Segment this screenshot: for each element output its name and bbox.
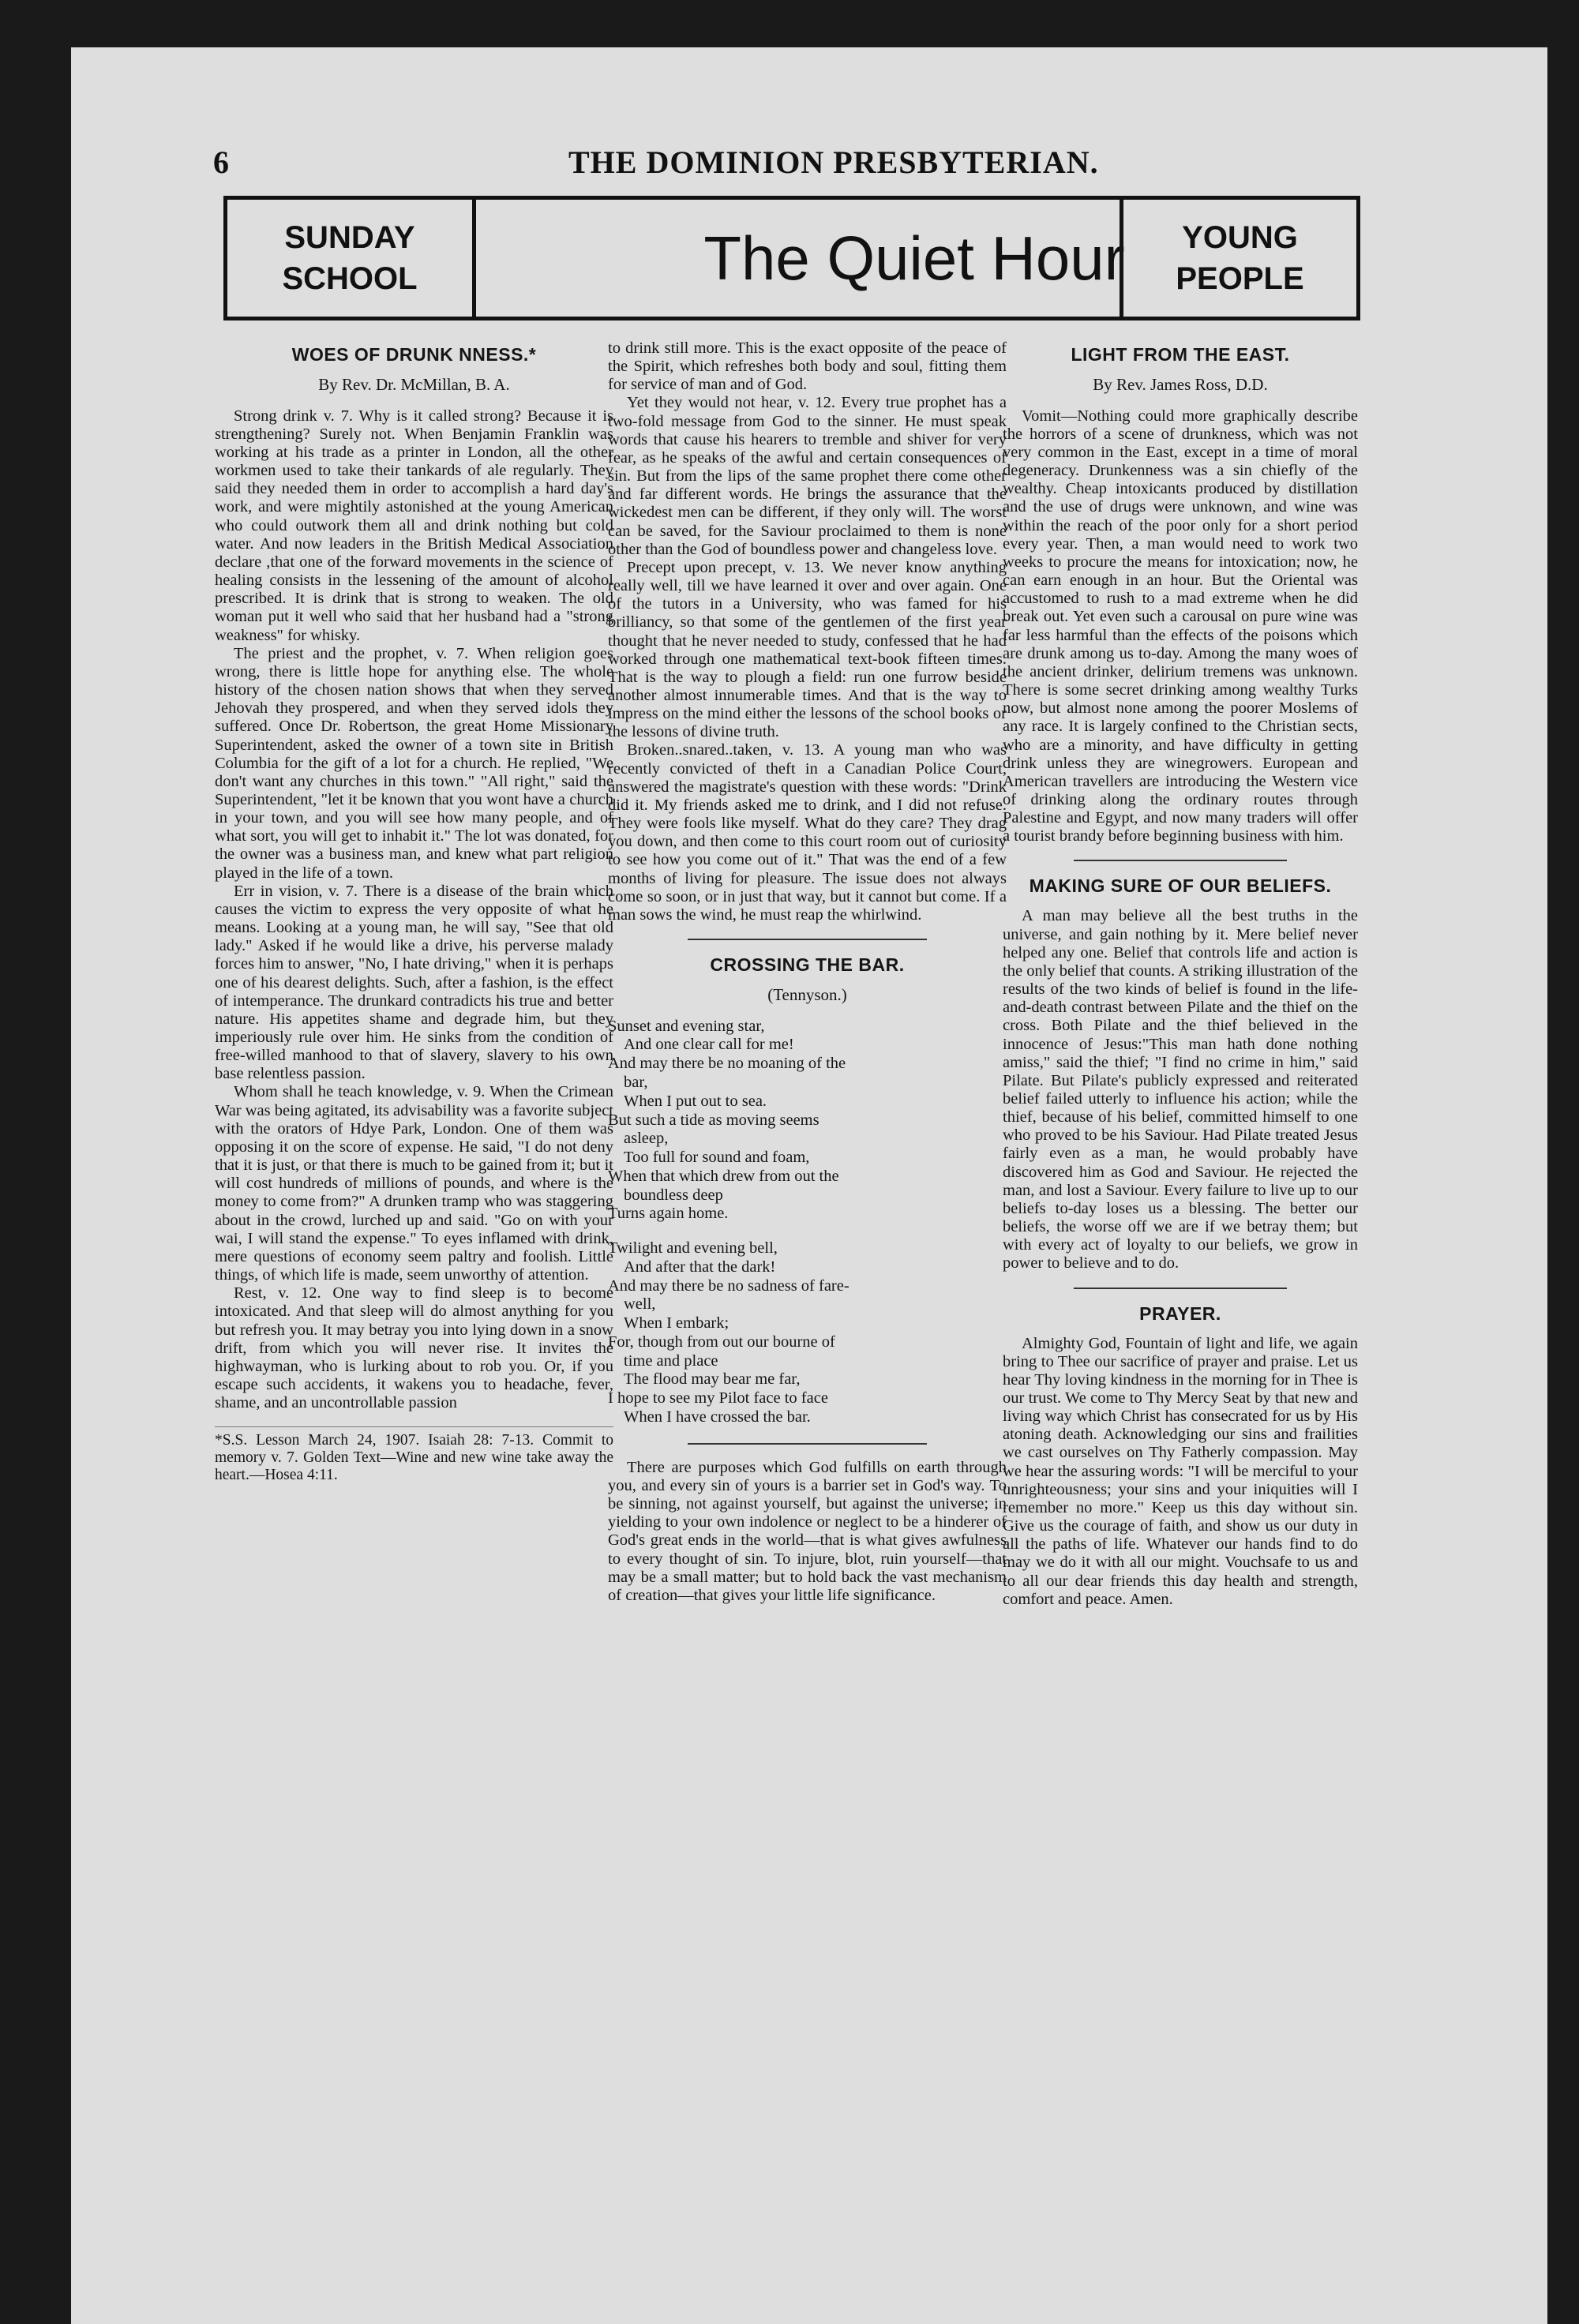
paragraph: Precept upon precept, v. 13. We never know anything really well, till we have learned it over and over again. One of the tutors in a University, who was famed for his brilliancy, so that some of the gentlemen of the first year thought that he never needed to study, confessed that he had worked through one mathematical text-book fifteen times. That is the way to plough a field: run one furrow beside another almost innumerable times. And that is the way to impress on the mind either the lessons of the school books or the lessons of divine truth. <box>608 558 1007 741</box>
poem-line: But such a tide as moving seems <box>608 1111 820 1129</box>
banner-right-line2: PEOPLE <box>1176 261 1304 296</box>
paragraph: Almighty God, Fountain of light and life, we again bring to Thee our sacrifice of prayer and praise. Let us hear Thy loving kindness in the morning for in Thee is our trust. We come to Thy Mercy Seat by that new and living way which Christ has consecrated for us by His atoning death. Acknowledging our sins and frailities we cast ourselves on Thy Fatherly compassion. May we hear the assuring words: "I will be merciful to your unrighteousness; your sins and your iniquities will I remember no more." Keep us this day without sin. Give us the courage of faith, and show us our duty in all the paths of life. Whatever our hands find to do may we do it with all our might. Vouchsafe to us and to all our dear friends this day health and strength, comfort and peace. Amen. <box>1003 1334 1358 1608</box>
poem-line: well, <box>624 1295 656 1314</box>
banner-left <box>227 200 476 317</box>
poem-line: When I embark; <box>624 1314 729 1333</box>
column-2 <box>608 339 1007 1605</box>
section-banner <box>223 196 1360 320</box>
poem-line: And one clear call for me! <box>624 1036 794 1054</box>
paragraph: Err in vision, v. 7. There is a disease of the brain which causes the victim to express the very opposite of what he means. Looking at a young man, he will say, "See that old lady." Asked if he would like a drive, his perverse malady forces him to answer, "No, I hate driving," when it is perhaps one of his dearest delights. Such, after a fashion, is the effect of intemperance. The drunkard contradicts his true and better nature. His appetites shame and degrade him, but they imperiously rule over him. He sinks from the condition of free-willed manhood to that of slavery, slavery to his own base relentless passion. <box>215 882 613 1083</box>
banner-right <box>1120 200 1356 317</box>
footnote: *S.S. Lesson March 24, 1907. Isaiah 28: 7-13. Commit to memory v. 7. Golden Text—Wine and new wine take away the heart.—Hosea 4:11. <box>215 1426 613 1484</box>
paragraph: Yet they would not hear, v. 12. Every true prophet has a two-fold message from God to the sinner. He must speak words that cause his hearers to tremble and shiver for very fear, as he speaks of the awful and certain consequences of sin. But from the lips of the same prophet there come other and far different words. He brings the assurance that the wickedest men can be different, if they only will. The worst can be saved, for the Saviour proclaimed to them is none other than the God of boundless power and changeless love. <box>608 394 1007 558</box>
byline-light: By Rev. James Ross, D.D. <box>1093 374 1268 394</box>
poem-line: Too full for sound and foam, <box>624 1149 810 1167</box>
paragraph: to drink still more. This is the exact opposite of the peace of the Spirit, which refreshes both body and soul, fitting them for service of man and of God. <box>608 339 1007 394</box>
article-title-beliefs: MAKING SURE OF OUR BELIEFS. <box>1029 875 1332 897</box>
running-header: THE DOMINION PRESBYTERIAN. <box>568 144 1099 180</box>
paragraph: A man may believe all the best truths in the universe, and gain nothing by it. Mere belief never helped any one. Belief that controls life and action is the only belief that counts. A striking illustration of the results of the two kinds of belief is found in the life-and-death contrast between Pilate and the thief on the cross. Both Pilate and the thief believed in the innocence of Jesus:"This man hath done nothing amiss," said the thief; "I find no crime in him," said Pilate. But Pilate's publicly expressed and reiterated belief failed utterly to influence his action; while the thief, because of his belief, committed himself to one who proved to be his Saviour. Had Pilate treated Jesus fairly even as a man, he would probably have discovered him as God and Saviour. He rejected the man, and lost a Saviour. Every failure to live up to our beliefs to-day loses us a blessing. The better our beliefs, the worse off we are if we betray them; but with every act of loyalty to our beliefs, we grow in power to believe and to do. <box>1003 907 1358 1273</box>
poem-line: When I put out to sea. <box>624 1092 767 1110</box>
article-title-woes: WOES OF DRUNK NNESS.* <box>291 344 537 365</box>
poem-line: And may there be no moaning of the <box>608 1055 846 1073</box>
poem-stanza-1 <box>608 1018 1007 1224</box>
byline-woes: By Rev. Dr. McMillan, B. A. <box>318 374 510 394</box>
poem-line: When that which drew from out the <box>608 1167 839 1185</box>
poem-line: I hope to see my Pilot face to face <box>608 1389 828 1408</box>
paragraph-purposes: There are purposes which God fulfills on earth through you, and every sin of yours is a barrier set in God's way. To be sinning, not against yourself, but against the universe; in yielding to your own indolence or neglect to be a hinderer of God's great ends in the world—that is what gives awfulness to every thought of sin. To injure, blot, ruin yourself—that may be a small matter; but to hold back the vast mechanism of creation—that gives your little life significance. <box>608 1458 1007 1604</box>
divider <box>688 1443 927 1445</box>
poem-line: time and place <box>624 1351 718 1370</box>
column-1 <box>215 339 613 1484</box>
poem-line: When I have crossed the bar. <box>624 1408 811 1426</box>
paragraph: Broken..snared..taken, v. 13. A young man who was recently convicted of theft in a Canadian Police Court, answered the magistrate's question with these words: "Drink did it. My friends asked me to drink, and I did not refuse. They were fools like myself. What do they care? They drag you down, and then come to this court room out of curiosity to see how you come out of it." That was the end of a few months of living for pleasure. The issue does not always come so soon, or in just that way, but it cannot but come. If a man sows the wind, he must reap the whirlwind. <box>608 741 1007 924</box>
poem-line: boundless deep <box>624 1186 723 1204</box>
divider <box>1074 1288 1287 1289</box>
poem-line: The flood may bear me far, <box>624 1370 801 1389</box>
poem-line: And after that the dark! <box>624 1258 776 1276</box>
poem-line: Sunset and evening star, <box>608 1017 765 1035</box>
banner-left-line1: SUNDAY <box>284 220 415 255</box>
banner-right-line1: YOUNG <box>1182 220 1298 255</box>
poem-line: For, though from out our bourne of <box>608 1333 835 1351</box>
page-number: 6 <box>213 144 229 180</box>
poem-stanza-2 <box>608 1239 1007 1427</box>
paragraph: Strong drink v. 7. Why is it called strong? Because it is strengthening? Surely not. When Benjamin Franklin was working at his trade as a printer in London, all the other workmen used to take their tankards of ale regularly. They said they needed them in order to accomplish a hard day's work, and were mightily astonished at the young American who could outwork them all and drink nothing but cold water. And now leaders in the British Medical Association declare ,that one of the forward movements in the science of healing consists in the lessening of the amount of alcohol prescribed. It is drink that is strong to weaken. The old woman put it well who said that her husband had a "strong weakness" for whisky. <box>215 407 613 644</box>
article-title-light: LIGHT FROM THE EAST. <box>1071 344 1290 365</box>
poem-line: Turns again home. <box>608 1205 729 1223</box>
article-title-prayer: PRAYER. <box>1139 1303 1221 1324</box>
poem-line: Twilight and evening bell, <box>608 1239 778 1258</box>
paragraph: Whom shall he teach knowledge, v. 9. When the Crimean War was being agitated, its advisability was a favorite subject with the orators of Hdye Park, London. One of them was opposing it on the score of expense. He said, "I do not deny that it is just, or that there is much to be gained from it; but it will cost hundreds of millions of pounds, and where is the money to come from?" A drunken tramp who was staggering about in the crowd, lurched up and said. "Go on with your wai, I will stand the expense." To eyes inflamed with drink, mere questions of economy seem paltry and foolish. Little things, of which life is made, seem unworthy of attention. <box>215 1083 614 1284</box>
divider <box>688 939 927 940</box>
paragraph: The priest and the prophet, v. 7. When religion goes wrong, there is little hope for anything else. The whole history of the chosen nation shows that when they served Jehovah they prospered, and when they served idols they suffered. Once Dr. Robertson, the great Home Missionary Superintendent, asked the owner of a town site in British Columbia for the gift of a lot for a church. He replied, "We don't want any churches in this town." "All right," said the Superintendent, "let it be known that you wont have a church in your town, and you will see how many people, and of what sort, you will get to inhabit it." The lot was donated, for the owner was a business man, and knew what part religion played in the life of a town. <box>215 644 613 882</box>
paragraph: Rest, v. 12. One way to find sleep is to become intoxicated. And that sleep will do almost anything for you but refresh you. It may betray you into lying down in a snow drift, from which you will never rise. It invites the highwayman, who is lurking about to rob you. Or, if you escape such accidents, it wakens you to headache, fever, shame, and an uncontrollable passion <box>215 1284 613 1412</box>
banner-title: The Quiet Hour <box>703 223 1125 293</box>
paragraph: Vomit—Nothing could more graphically describe the horrors of a scene of drunkness, which was not very common in the East, except in a time of moral degeneracy. Drunkenness was a sin chiefly of the wealthy. Cheap intoxicants produced by distillation and the use of drugs were unknown, and wine was within the reach of the poor only for a short period every year. Then, a man would need to work two weeks to procure the means for intoxication; now, he can earn enough in an hour. But the Oriental was accustomed to rush to a mad extreme when he did break out. Yet even such a carousal on pure wine was far less harmful than the effects of the poisons which are drunk among us to-day. Among the many woes of the ancient drinker, delirium tremens was unknown. There is some secret drinking among wealthy Turks now, but almost none among the poorer Moslems of any race. It is largely confined to the Christian sects, who are a minority, and have difficulty in getting drink unless they are winegrowers. European and American travellers are introducing the Western vice of drinking along the ordinary routes through Palestine and Egypt, and now many traders will offer a tourist brandy before beginning business with him. <box>1003 407 1358 845</box>
banner-left-line2: SCHOOL <box>282 261 418 296</box>
poem-line: bar, <box>624 1074 648 1091</box>
poem-line: asleep, <box>624 1130 669 1148</box>
poem-title: CROSSING THE BAR. <box>710 954 905 975</box>
column-3 <box>1003 339 1358 1609</box>
poem-author: (Tennyson.) <box>767 984 847 1004</box>
divider <box>1074 860 1287 861</box>
poem-line: And may there be no sadness of fare- <box>608 1276 850 1295</box>
